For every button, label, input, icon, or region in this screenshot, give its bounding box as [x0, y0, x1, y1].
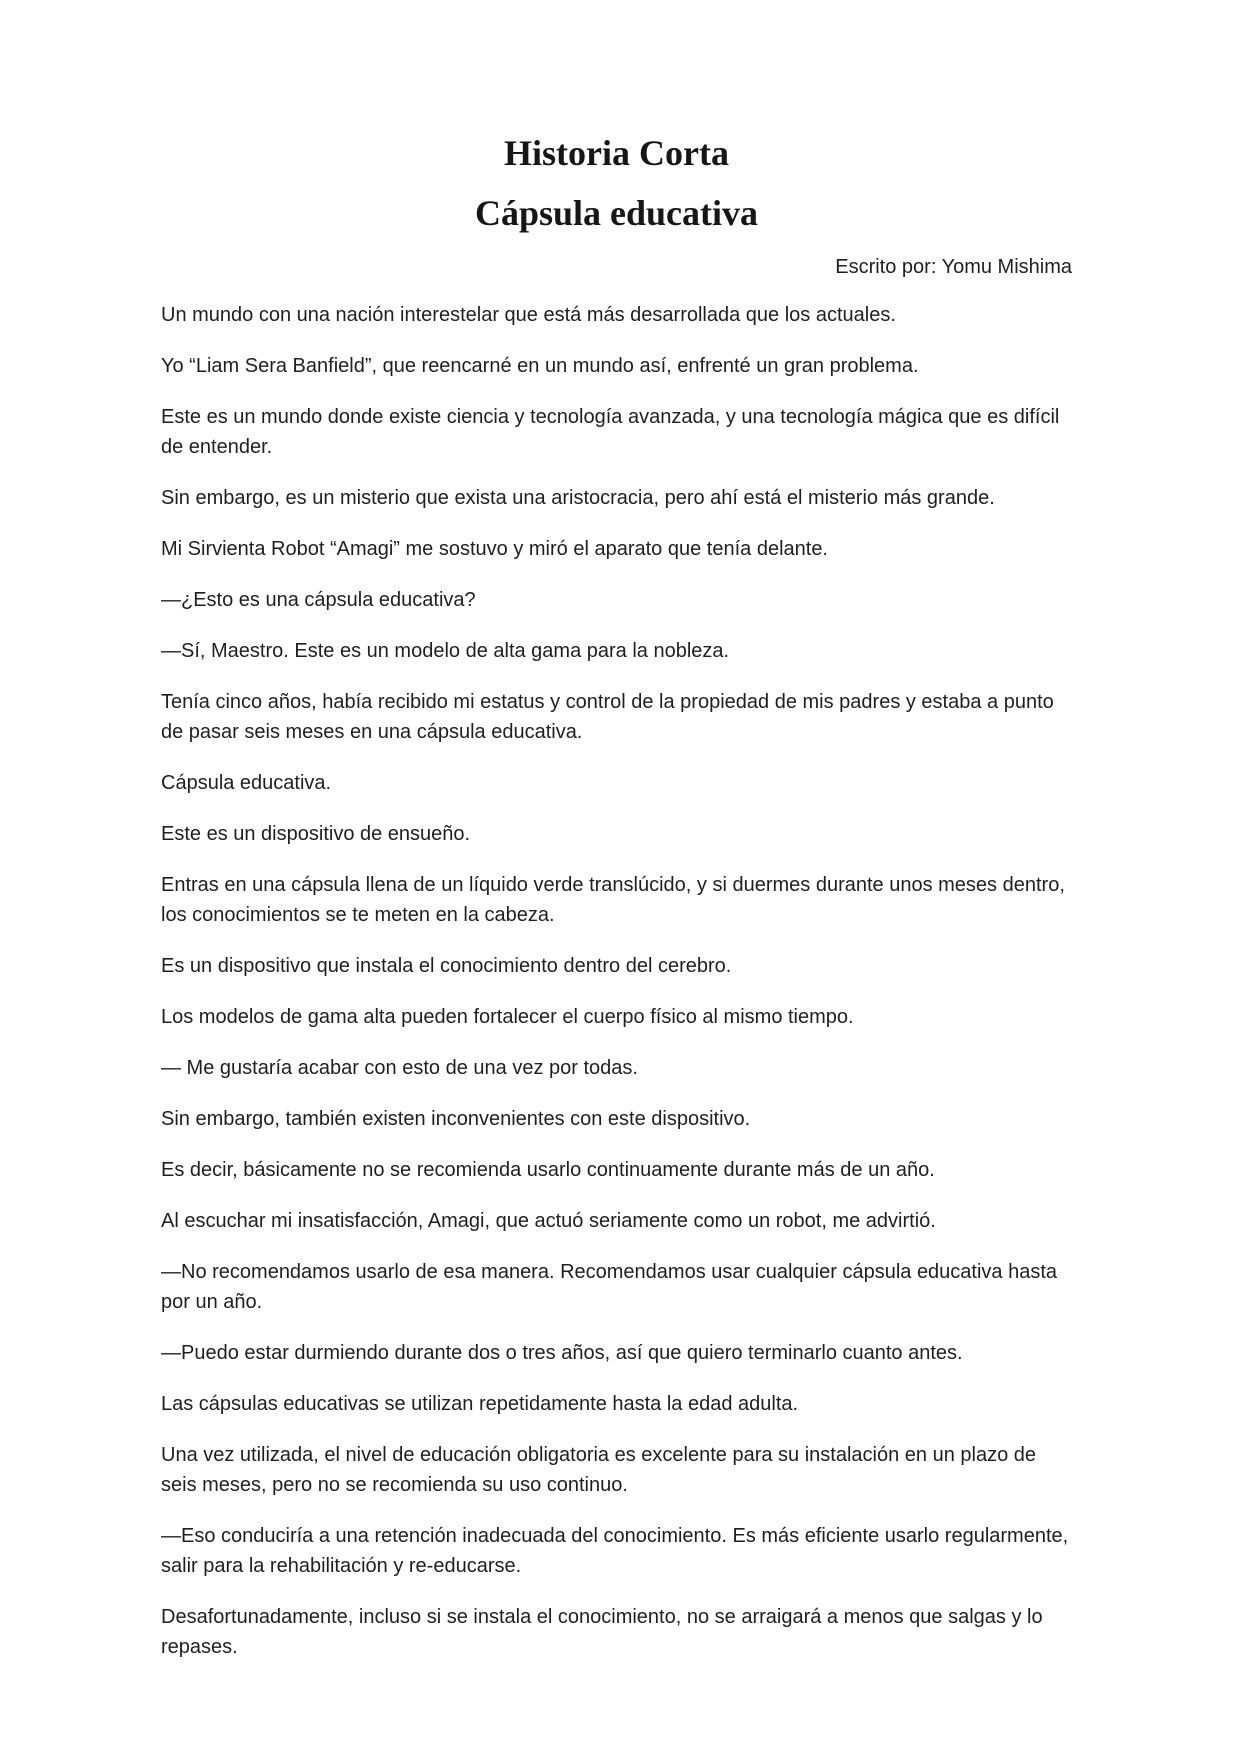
- document-subtitle: Cápsula educativa: [474, 193, 759, 233]
- paragraph: Al escuchar mi insatisfacción, Amagi, que actuó seriamente como un robot, me advirtió.: [161, 1210, 936, 1232]
- paragraph: Yo “Liam Sera Banfield”, que reencarné en un mundo así, enfrenté un gran problema.: [161, 355, 919, 377]
- document-title: Historia Corta: [504, 133, 729, 173]
- paragraph: Este es un dispositivo de ensueño.: [161, 823, 471, 845]
- paragraph: Una vez utilizada, el nivel de educación obligatoria es excelente para su instalación en un plazo de seis meses, pero no se recomienda su uso continuo.: [161, 1444, 1037, 1496]
- paragraph: —Sí, Maestro. Este es un modelo de alta gama para la nobleza.: [161, 640, 730, 662]
- paragraph: —¿Esto es una cápsula educativa?: [161, 589, 476, 611]
- paragraph: —Puedo estar durmiendo durante dos o tres años, así que quiero terminarlo cuanto antes.: [161, 1342, 963, 1364]
- paragraph: Los modelos de gama alta pueden fortalecer el cuerpo físico al mismo tiempo.: [161, 1006, 854, 1028]
- paragraph: Entras en una cápsula llena de un líquido verde translúcido, y si duermes durante unos meses dentro, los conocimientos se te meten en la cabeza.: [161, 874, 1065, 926]
- paragraph-list: [161, 300, 1072, 1662]
- author-byline: Escrito por: Yomu Mishima: [835, 256, 1072, 278]
- paragraph: —Eso conduciría a una retención inadecuada del conocimiento. Es más eficiente usarlo regularmente, salir para la rehabilitación y re-educarse.: [161, 1525, 1069, 1577]
- paragraph: — Me gustaría acabar con esto de una vez por todas.: [161, 1057, 638, 1079]
- paragraph: Es decir, básicamente no se recomienda usarlo continuamente durante más de un año.: [161, 1159, 935, 1181]
- paragraph: Sin embargo, es un misterio que exista una aristocracia, pero ahí está el misterio más grande.: [161, 487, 995, 509]
- paragraph: Tenía cinco años, había recibido mi estatus y control de la propiedad de mis padres y estaba a punto de pasar seis meses en una cápsula educativa.: [161, 691, 1054, 743]
- paragraph: Un mundo con una nación interestelar que está más desarrollada que los actuales.: [161, 304, 896, 326]
- paragraph: Este es un mundo donde existe ciencia y tecnología avanzada, y una tecnología mágica que es difícil de entender.: [161, 406, 1060, 458]
- paragraph: Sin embargo, también existen inconvenientes con este dispositivo.: [161, 1108, 751, 1130]
- paragraph: Desafortunadamente, incluso si se instala el conocimiento, no se arraigará a menos que salgas y lo repases.: [161, 1606, 1043, 1658]
- paragraph: Las cápsulas educativas se utilizan repetidamente hasta la edad adulta.: [161, 1393, 799, 1415]
- paragraph: Cápsula educativa.: [161, 772, 332, 794]
- paragraph: —No recomendamos usarlo de esa manera. Recomendamos usar cualquier cápsula educativa hasta por un año.: [161, 1261, 1058, 1313]
- paragraph: Mi Sirvienta Robot “Amagi” me sostuvo y miró el aparato que tenía delante.: [161, 538, 828, 560]
- paragraph: Es un dispositivo que instala el conocimiento dentro del cerebro.: [161, 955, 732, 977]
